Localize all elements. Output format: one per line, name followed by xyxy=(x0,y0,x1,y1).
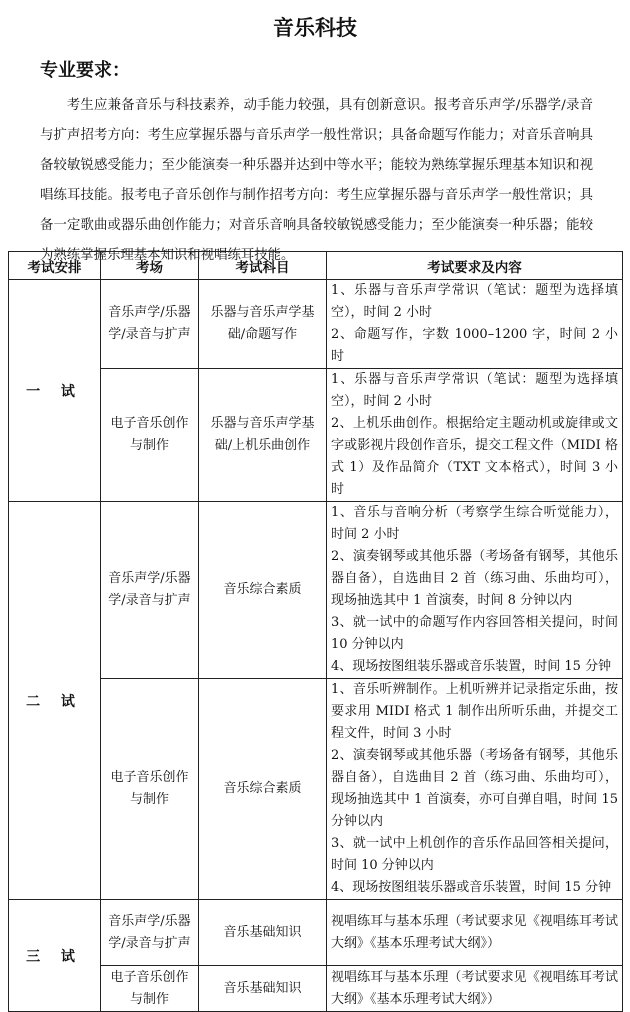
subject-cell: 乐器与音乐声学基础/上机乐曲创作 xyxy=(199,369,327,502)
page-title: 音乐科技 xyxy=(273,16,357,40)
requirement-item: 1、乐器与音乐声学常识（笔试：题型为选择填空），时间 2 小时 xyxy=(331,283,618,320)
requirements-cell xyxy=(327,280,623,369)
subject-cell: 乐器与音乐声学基础/命题写作 xyxy=(199,280,327,369)
venue-cell: 电子音乐创作与制作 xyxy=(101,966,199,1012)
venue-cell: 音乐声学/乐器学/录音与扩声 xyxy=(101,502,199,679)
venue-cell: 电子音乐创作与制作 xyxy=(101,679,199,900)
table-row xyxy=(9,280,623,369)
requirement-item: 2、上机乐曲创作。根据给定主题动机或旋律或文字或影视片段创作音乐，提交工程文件（MIDI 格式 1）及作品简介（TXT 文本格式），时间 3 小时 xyxy=(331,416,618,497)
stage-label-2: 二 试 xyxy=(9,502,101,900)
subject-cell: 音乐基础知识 xyxy=(199,900,327,966)
requirement-item: 1、音乐与音响分析（考察学生综合听觉能力），时间 2 小时 xyxy=(331,505,618,542)
requirement-item: 2、命题写作，字数 1000–1200 字，时间 2 小时 xyxy=(331,327,618,364)
venue-cell: 电子音乐创作与制作 xyxy=(101,369,199,502)
requirements-cell xyxy=(327,679,623,900)
requirement-item: 3、就一试中上机创作的音乐作品回答相关提问，时间 10 分钟以内 xyxy=(331,836,618,873)
subject-cell: 音乐综合素质 xyxy=(199,502,327,679)
header-arrangement: 考试安排 xyxy=(9,252,101,280)
requirements-cell xyxy=(327,369,623,502)
table-row xyxy=(9,679,623,900)
table-row xyxy=(9,900,623,966)
header-venue: 考场 xyxy=(101,252,199,280)
table-row xyxy=(9,502,623,679)
table-row xyxy=(9,369,623,502)
requirement-item: 视唱练耳与基本乐理（考试要求见《视唱练耳考试大纲》《基本乐理考试大纲》） xyxy=(331,913,618,951)
requirement-item: 4、现场按图组装乐器或音乐装置，时间 15 分钟 xyxy=(331,659,612,674)
header-subject: 考试科目 xyxy=(199,252,327,280)
header-requirements: 考试要求及内容 xyxy=(327,252,623,280)
exam-table xyxy=(8,251,623,1012)
stage-label-1: 一 试 xyxy=(9,280,101,502)
intro-paragraph: 考生应兼备音乐与科技素养，动手能力较强，具有创新意识。报考音乐声学/乐器学/录音与扩声招考方向：考生应掌握乐器与音乐声学一般性常识；具备命题写作能力；对音乐音响具备较敏锐感受能力；至少能演奏一种乐器并达到中等水平；能较为熟练掌握乐理基本知识和视唱练耳技能。报考电子音乐创作与制作招考方向：考生应掌握乐器与音乐声学一般性常识；具备一定歌曲或器乐曲创作能力；对音乐音响具备较敏锐感受能力；至少能演奏一种乐器；能较为熟练掌握乐理基本知识和视唱练耳技能。 xyxy=(40,98,593,263)
requirement-item: 视唱练耳与基本乐理（考试要求见《视唱练耳考试大纲》《基本乐理考试大纲》） xyxy=(331,969,618,1007)
section-heading: 专业要求： xyxy=(40,60,130,81)
subject-cell: 音乐基础知识 xyxy=(199,966,327,1012)
table-row xyxy=(9,966,623,1012)
stage-label-3: 三 试 xyxy=(9,900,101,1012)
requirement-item: 4、现场按图组装乐器或音乐装置，时间 15 分钟 xyxy=(331,880,612,895)
requirement-item: 1、乐器与音乐声学常识（笔试：题型为选择填空），时间 2 小时 xyxy=(331,372,618,409)
subject-cell: 音乐综合素质 xyxy=(199,679,327,900)
venue-cell: 音乐声学/乐器学/录音与扩声 xyxy=(101,280,199,369)
requirements-cell xyxy=(327,900,623,966)
requirements-cell xyxy=(327,966,623,1012)
requirement-item: 2、演奏钢琴或其他乐器（考场备有钢琴，其他乐器自备），自选曲目 2 首（练习曲、乐曲均可），现场抽选其中 1 首演奏，亦可自弹自唱，时间 15 分钟以内 xyxy=(331,748,618,829)
requirement-item: 3、就一试中的命题写作内容回答相关提问，时间 10 分钟以内 xyxy=(331,615,618,652)
venue-cell: 音乐声学/乐器学/录音与扩声 xyxy=(101,900,199,966)
requirement-item: 1、音乐听辨制作。上机听辨并记录指定乐曲，按要求用 MIDI 格式 1 制作出所听乐曲，并提交工程文件，时间 3 小时 xyxy=(331,682,618,741)
table-header-row xyxy=(9,252,623,280)
requirements-cell xyxy=(327,502,623,679)
requirement-item: 2、演奏钢琴或其他乐器（考场备有钢琴，其他乐器自备），自选曲目 2 首（练习曲、乐曲均可），现场抽选其中 1 首演奏，时间 8 分钟以内 xyxy=(331,549,618,608)
